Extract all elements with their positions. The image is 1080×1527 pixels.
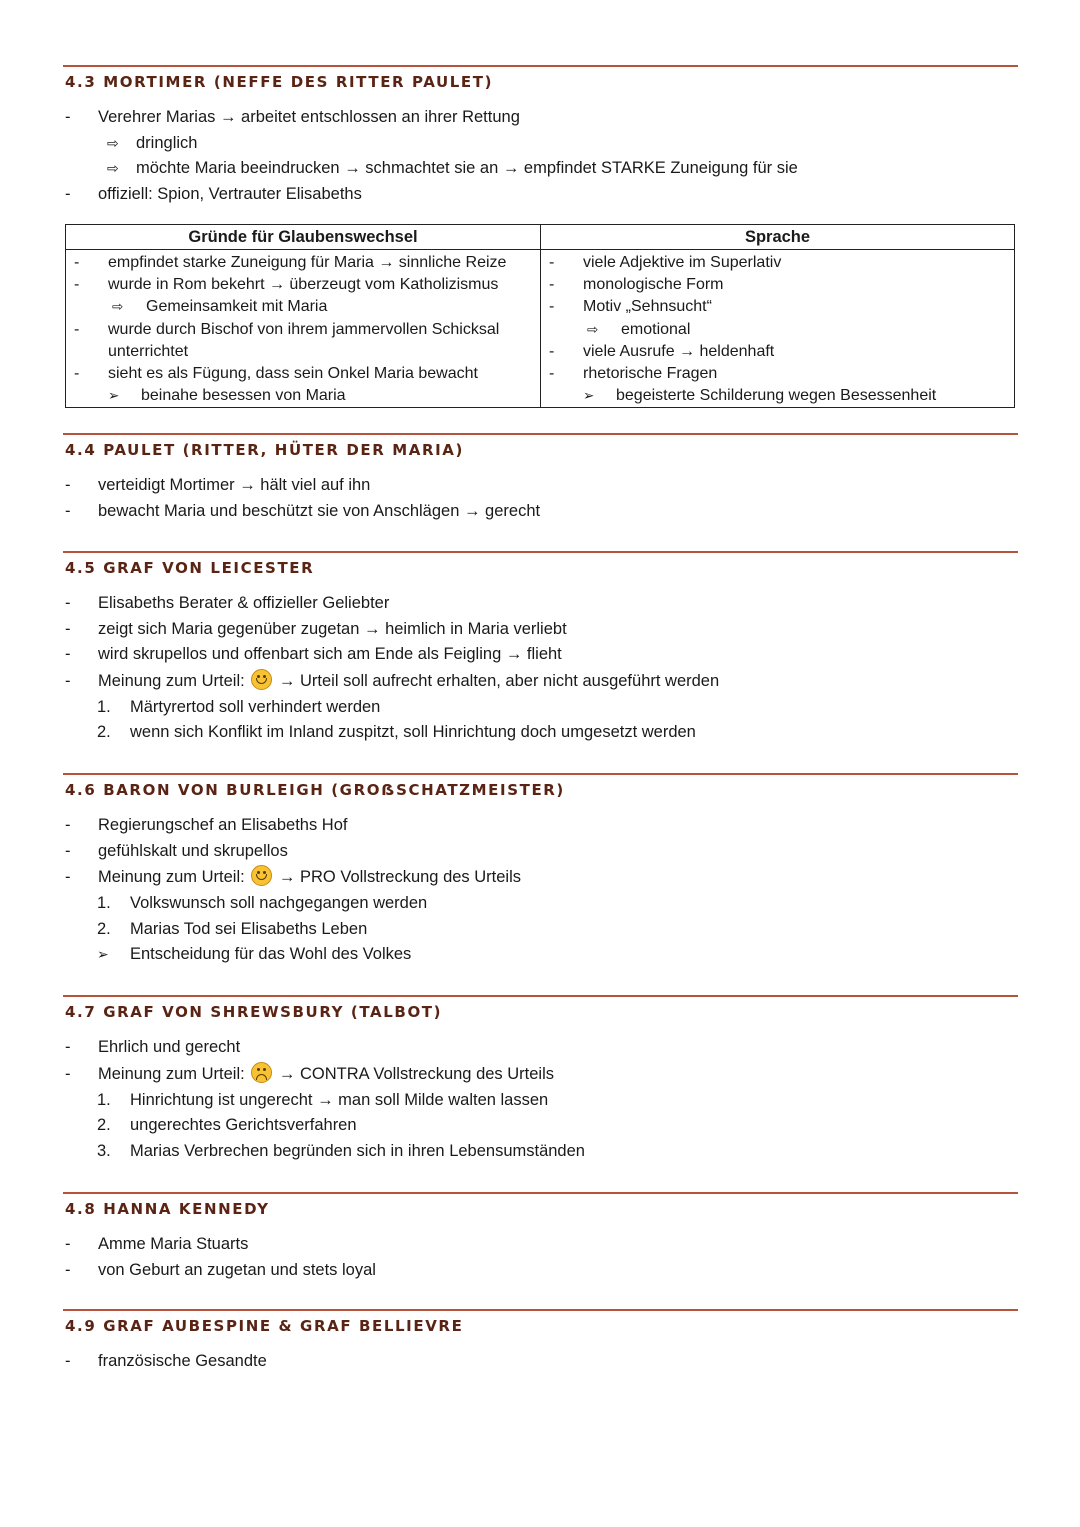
numbered-item: 1. Volkswunsch soll nachgegangen werden — [97, 894, 428, 912]
section-divider — [63, 1309, 1018, 1311]
section-heading: 4.5 GRAF VON LEICESTER — [65, 559, 315, 577]
arrow-right-icon: ⇨ — [112, 299, 124, 315]
numbered-item: 2. Marias Tod sei Elisabeths Leben — [97, 919, 368, 938]
list-item: - Regierungschef an Elisabeths Hof — [65, 816, 348, 834]
bullet-arrow-icon: ➢ — [108, 388, 120, 404]
numbered-item: 1. Hinrichtung ist ungerecht → man soll Milde walten lassen — [97, 1090, 549, 1109]
list-item: - Amme Maria Stuarts — [65, 1235, 249, 1253]
list-item: - Ehrlich und gerecht — [65, 1038, 241, 1056]
list-item: - verteidigt Mortimer → hält viel auf ihn — [65, 476, 371, 494]
numbered-item: 2. ungerechtes Gerichtsverfahren — [97, 1116, 357, 1134]
section-heading: 4.4 PAULET (RITTER, HÜTER DER MARIA) — [65, 441, 464, 459]
table-cell-reasons: - empfindet starke Zuneigung für Maria → sinnliche Reize - wurde in Rom bekehrt → überzeugt vom Katholizismus ⇨ Gemeinsamkeit mit Maria - wurde durch Bischof von ihrem jammervollen Schicksal unterrichtet - sieht es als Fügung, dass sein Onkel Maria bewacht ➢ beinahe besessen von Maria — [66, 250, 541, 408]
opinion-line: - Meinung zum Urteil: → CONTRA Vollstreckung des Urteils — [63, 1061, 1018, 1088]
conclusion-item: ➢ Entscheidung für das Wohl des Volkes — [63, 942, 1018, 968]
list-item: - von Geburt an zugetan und stets loyal — [65, 1260, 376, 1279]
section-heading: 4.3 MORTIMER (NEFFE DES RITTER PAULET) — [65, 73, 494, 91]
section-kennedy — [63, 1192, 1018, 1283]
section-leicester — [63, 551, 1018, 746]
list-item: - offiziell: Spion, Vertrauter Elisabeths — [65, 184, 362, 203]
numbered-item: 3. Marias Verbrechen begründen sich in ihren Lebensumständen — [97, 1141, 585, 1160]
opinion-line: - Meinung zum Urteil: → Urteil soll aufrecht erhalten, aber nicht ausgeführt werden — [63, 668, 1018, 695]
section-heading: 4.8 HANNA KENNEDY — [65, 1200, 270, 1218]
smiley-happy-icon — [251, 669, 272, 690]
list-item: - zeigt sich Maria gegenüber zugetan → heimlich in Maria verliebt — [65, 619, 567, 638]
opinion-line: - Meinung zum Urteil: → PRO Vollstreckung des Urteils — [63, 864, 1018, 891]
list-item: - wird skrupellos und offenbart sich am Ende als Feigling → flieht — [65, 645, 562, 663]
section-envoys — [63, 1309, 1018, 1375]
section-shrewsbury — [63, 995, 1018, 1164]
arrow-right-icon: ⇨ — [587, 321, 599, 337]
list-item: - bewacht Maria und beschützt sie von Anschlägen → gerecht — [65, 501, 541, 520]
sub-item: ⇨ dringlich — [63, 131, 1018, 157]
arrow-right-icon: ⇨ — [107, 134, 119, 151]
section-heading: 4.6 BARON VON BURLEIGH (GROẞSCHATZMEISTER) — [65, 781, 565, 799]
bullet-arrow-icon: ➢ — [97, 946, 109, 962]
section-divider — [63, 1192, 1018, 1194]
table-header-reasons: Gründe für Glaubenswechsel — [66, 225, 541, 250]
arrow-right-icon: ⇨ — [107, 160, 119, 176]
section-paulet — [63, 433, 1018, 524]
section-mortimer — [63, 65, 1018, 207]
list-item: - gefühlskalt und skrupellos — [65, 841, 288, 860]
smiley-happy-icon — [251, 865, 272, 886]
table-header-language: Sprache — [541, 225, 1015, 250]
numbered-item: 1. Märtyrertod soll verhindert werden — [97, 697, 381, 716]
numbered-item: 2. wenn sich Konflikt im Inland zuspitzt, soll Hinrichtung doch umgesetzt werden — [97, 723, 696, 741]
list-item: - Elisabeths Berater & offizieller Geliebter — [65, 594, 390, 612]
bullet-arrow-icon: ➢ — [583, 388, 595, 404]
section-heading: 4.9 GRAF AUBESPINE & GRAF BELLIEVRE — [65, 1317, 464, 1335]
table-cell-language: - viele Adjektive im Superlativ - monologische Form - Motiv „Sehnsucht“ ⇨ emotional - viele Ausrufe → heldenhaft - rhetorische Fragen ➢ begeisterte Schilderung wegen Besessenheit — [541, 250, 1015, 408]
section-divider — [63, 551, 1018, 553]
sub-item: ⇨ möchte Maria beeindrucken → schmachtet sie an → empfindet STARKE Zuneigung für sie — [63, 156, 1018, 182]
section-burleigh — [63, 773, 1018, 968]
section-divider — [63, 433, 1018, 435]
section-divider — [63, 995, 1018, 997]
smiley-sad-icon — [251, 1062, 272, 1083]
section-heading: 4.7 GRAF VON SHREWSBURY (TALBOT) — [65, 1003, 443, 1021]
list-item: - französische Gesandte — [65, 1352, 267, 1370]
list-item: - Verehrer Marias → arbeitet entschlossen an ihrer Rettung — [65, 108, 520, 126]
section-divider — [63, 65, 1018, 67]
section-divider — [63, 773, 1018, 775]
comparison-table — [65, 224, 1015, 408]
